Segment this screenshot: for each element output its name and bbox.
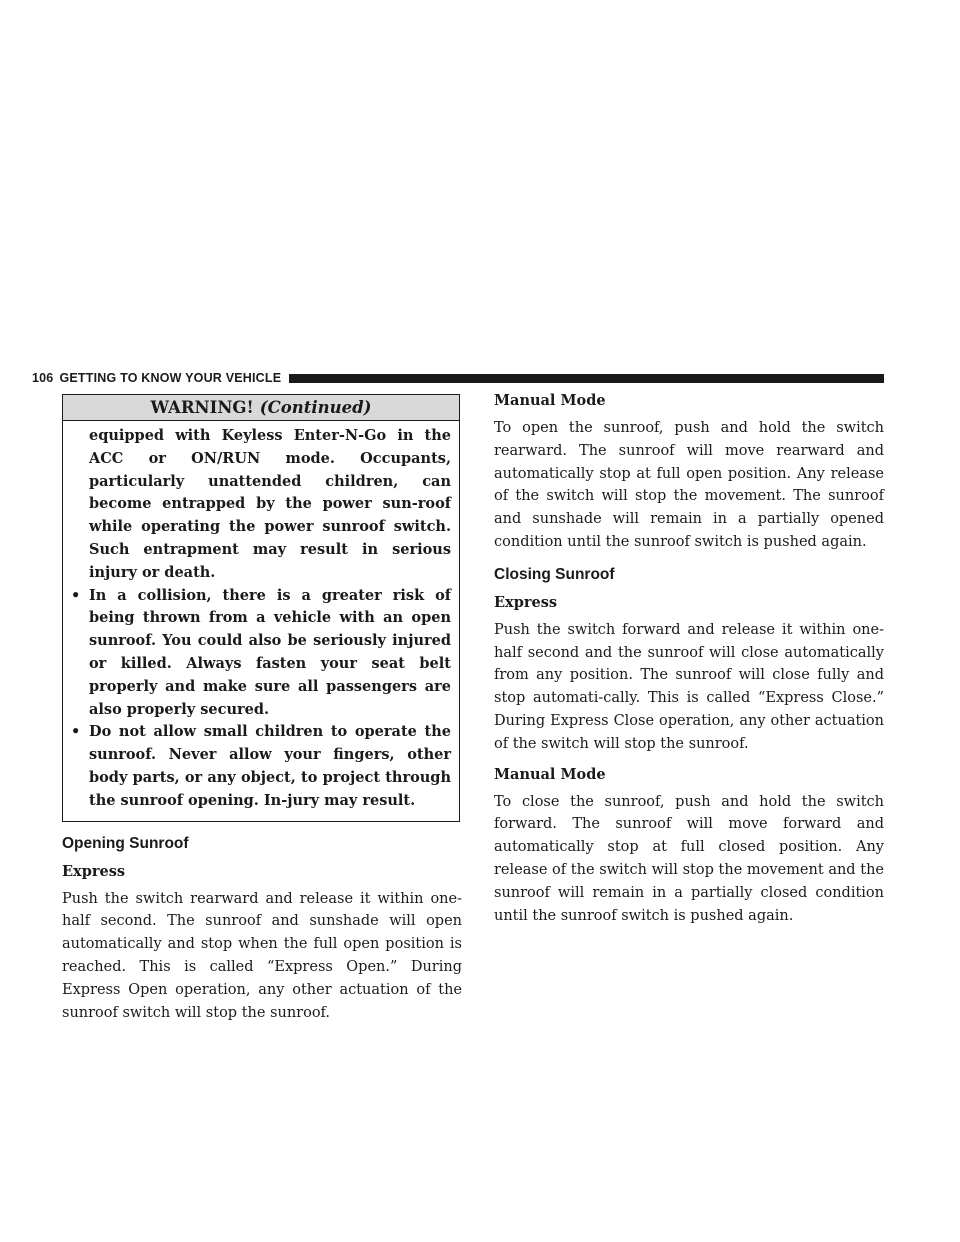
warning-bullet: [71, 585, 451, 722]
warning-bullet: [71, 721, 451, 812]
warning-box: [62, 394, 460, 822]
warning-continuation-text: equipped with Keyless Enter-N-Go in the ACC or ON/RUN mode. Occupants, particularly unattended children, can become entrapped by the power sun-roof while operating the power sunroof switch. Such entrapment may result in serious injury or death.: [89, 427, 451, 581]
left-column: [62, 394, 462, 1024]
opening-manual-heading: Manual Mode: [494, 392, 606, 409]
opening-express-heading: Express: [62, 862, 126, 880]
closing-sunroof-heading: Closing Sunroof: [494, 565, 615, 583]
warning-continued: (Continued): [259, 398, 372, 417]
closing-express-heading: Express: [494, 593, 558, 611]
running-header: [32, 370, 884, 386]
closing-manual-heading: Manual Mode: [494, 765, 606, 783]
right-column: [494, 392, 884, 927]
opening-manual-text: To open the sunroof, push and hold the switch rearward. The sunroof will move rearward and automatically stop at full open position. Any release of the switch will stop the movement. The sunroof and sunshade will remain in a partially opened condition until the sunroof switch is pushed again.: [494, 420, 884, 550]
header-rule: [289, 374, 884, 383]
bullet-icon: •: [71, 586, 81, 604]
warning-title-bar: [63, 395, 459, 421]
warning-bullet-text: In a collision, there is a greater risk of being thrown from a vehicle with an open sunroof. You could also be seriously injured or killed. Always fasten your seat belt properly and make sure all passengers are also properly secured.: [89, 586, 451, 718]
closing-manual-text: To close the sunroof, push and hold the switch forward. The sunroof will move forward and automatically stop at full closed position. Any release of the switch will stop the movement and the sunroof will remain in a partially closed condition until the sunroof switch is pushed again.: [494, 793, 884, 924]
closing-express-text: Push the switch forward and release it within one-half second and the sunroof will close automatically from any position. The sunroof will close fully and stop automati-cally. This is called “Express Close.” During Express Close operation, any other actuation of the switch will stop the sunroof.: [494, 621, 884, 752]
warning-bullet-text: Do not allow small children to operate the sunroof. Never allow your fingers, other body parts, or any object, to project through the sunroof opening. In-jury may result.: [89, 723, 451, 809]
opening-sunroof-heading: Opening Sunroof: [62, 834, 189, 852]
page-number: 106: [32, 371, 54, 385]
opening-express-text: Push the switch rearward and release it within one-half second. The sunroof and sunshade will open automatically and stop when the full open position is reached. This is called “Express Open.” During Express Open operation, any other actuation of the sunroof switch will stop the sunroof.: [62, 890, 462, 1021]
section-title: GETTING TO KNOW YOUR VEHICLE: [59, 371, 282, 385]
warning-title: WARNING!: [150, 398, 254, 417]
warning-body: [63, 421, 459, 821]
bullet-icon: •: [71, 723, 81, 741]
